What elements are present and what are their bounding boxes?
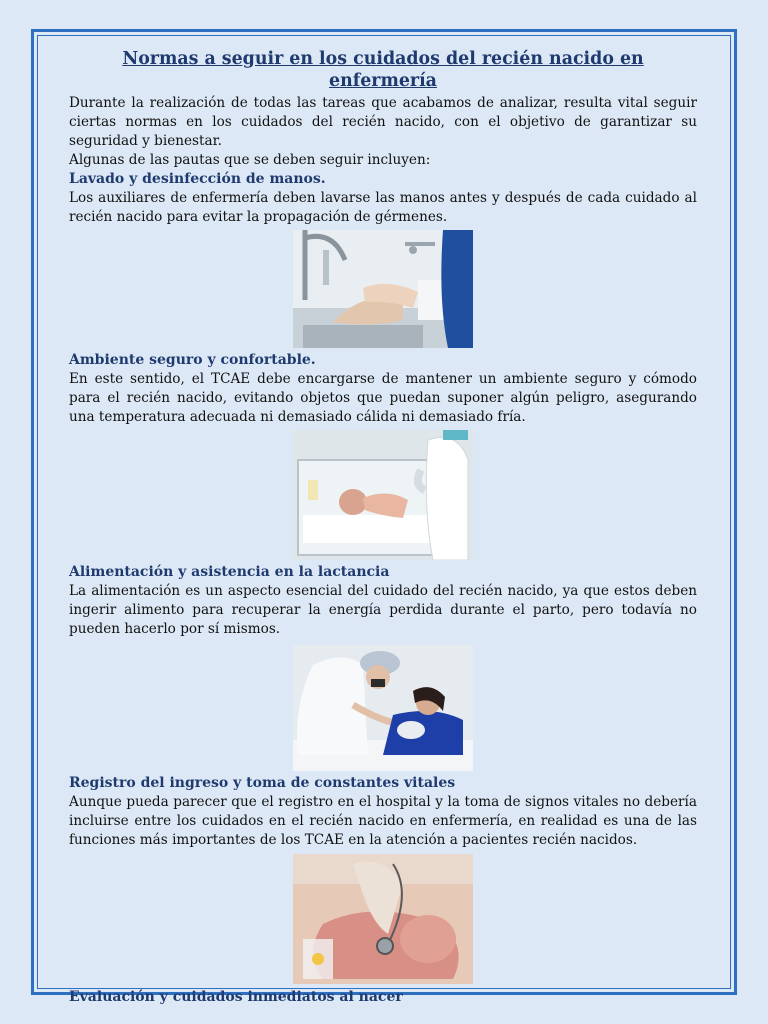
document-title: Normas a seguir en los cuidados del recién nacido en enfermería <box>122 49 644 91</box>
section-heading-vitals: Registro del ingreso y toma de constantes vitales <box>69 775 456 791</box>
section-heading-immediate-care: Evaluación y cuidados inmediatos al nacer <box>69 989 403 1005</box>
stethoscope-newborn-photo <box>293 854 473 984</box>
document-body <box>69 48 697 1007</box>
section-text-handwashing: Los auxiliares de enfermería deben lavarse las manos antes y después de cada cuidado al recién nacido para evitar la propagación de gérmenes. <box>69 190 697 225</box>
section-heading-environment: Ambiente seguro y confortable. <box>69 352 316 368</box>
intro-paragraph: Durante la realización de todas las tareas que acabamos de analizar, resulta vital seguir ciertas normas en los cuidados del recién nacido, con el objetivo de garantizar su seguridad y bienestar. <box>69 95 697 149</box>
section-text-environment: En este sentido, el TCAE debe encargarse de mantener un ambiente seguro y cómodo para el recién nacido, evitando objetos que puedan suponer algún peligro, asegurando una temperatura adecuada ni demasiado cálida ni demasiado fría. <box>69 371 697 425</box>
section-heading-feeding: Alimentación y asistencia en la lactancia <box>69 564 390 580</box>
handwashing-photo <box>293 230 473 348</box>
intro-paragraph-2: Algunas de las pautas que se deben seguir incluyen: <box>69 152 431 168</box>
section-text-vitals: Aunque pueda parecer que el registro en el hospital y la toma de signos vitales no debería incluirse entre los cuidados en el recién nacido en enfermería, en realidad es una de las funciones más importantes de los TCAE en la atención a pacientes recién nacidos. <box>69 794 697 848</box>
breastfeeding-assistance-photo <box>293 645 473 771</box>
section-text-feeding: La alimentación es un aspecto esencial del cuidado del recién nacido, ya que estos deben ingerir alimento para recuperar la energía perdida durante el parto, pero todavía no pueden hacerlo por sí mismos. <box>69 583 697 637</box>
section-heading-handwashing: Lavado y desinfección de manos. <box>69 171 326 187</box>
incubator-photo <box>293 430 473 560</box>
